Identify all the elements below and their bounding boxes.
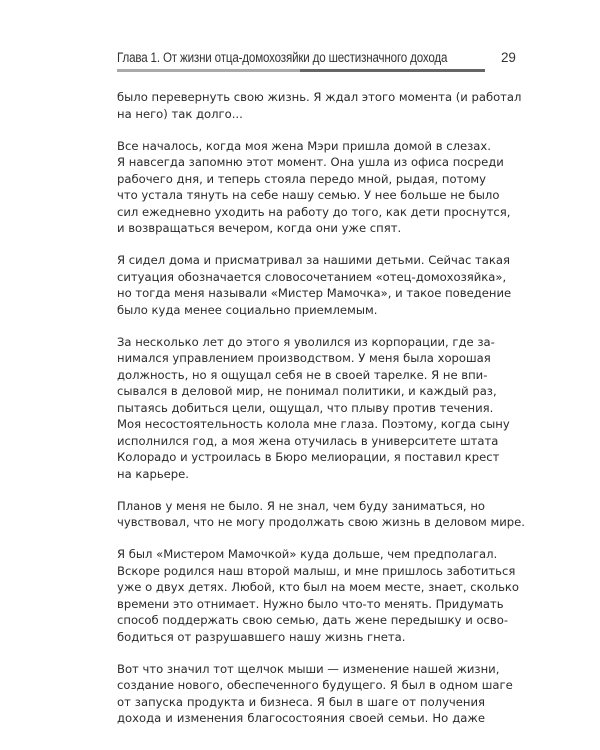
text-line: Вскоре родился наш второй малыш, и мне пришлось заботиться <box>117 563 516 578</box>
text-line: исполнился год, а моя жена отучилась в университете штата <box>117 433 499 448</box>
text-line: сил ежедневно уходить на работу до того, как дети проснутся, <box>117 204 511 219</box>
header-rule-light <box>117 69 300 72</box>
text-line: ситуация обозначается словосочетанием «отец-домохозяйка», <box>117 269 507 284</box>
text-line: способ поддержать свою семью, дать жене передышку и осво- <box>117 613 509 627</box>
text-line: рабочего дня, и теперь стояла передо мной, рыдая, потому <box>117 171 487 186</box>
text-line: было перевернуть свою жизнь. Я ждал этого момента (и работал <box>117 90 522 104</box>
text-line: Я навсегда запомню этот момент. Она ушла из офиса посреди <box>117 155 504 169</box>
chapter-title: Глава 1. От жизни отца-домохозяйки до шестизначного дохода <box>117 49 448 65</box>
page-number: 29 <box>501 49 516 65</box>
running-header <box>117 47 516 67</box>
text-line: создание нового, обеспеченного будущего. Я был в одном шаге <box>117 678 513 692</box>
text-line: Вот что значил тот щелчок мыши — изменение нашей жизни, <box>117 661 500 676</box>
text-line: дохода и изменения благосостояния своей семьи. Но даже <box>117 711 485 725</box>
header-rule-dark <box>300 69 485 72</box>
text-line: Колорадо и устроилась в Бюро мелиорации, я поставил крест <box>117 450 500 464</box>
text-line: бодиться от разрушавшего нашу жизнь гнета. <box>117 629 406 644</box>
text-line: от запуска продукта и бизнеса. Я был в шаге от получения <box>117 694 485 709</box>
text-line: Планов у меня не было. Я не знал, чем буду заниматься, но <box>117 498 485 513</box>
text-line: Все началось, когда моя жена Мэри пришла домой в слезах. <box>117 138 491 153</box>
text-line: на него) так долго... <box>117 106 243 121</box>
text-line: должность, но я ощущал себя не в своей тарелке. Я не впи- <box>117 367 488 382</box>
text-line: чувствовал, что не могу продолжать свою жизнь в деловом мире. <box>117 515 525 529</box>
text-line: Я был «Мистером Мамочкой» куда дольше, чем предполагал. <box>117 547 498 561</box>
paragraph <box>117 498 525 531</box>
body-text <box>117 89 525 742</box>
text-line: Я сидел дома и присматривал за нашими детьми. Сейчас такая <box>117 253 510 267</box>
text-line: сывался в деловой мир, не понимал политики, и каждый раз, <box>117 384 497 398</box>
text-line: За несколько лет до этого я уволился из корпорации, где за- <box>117 334 495 349</box>
text-line: было куда менее социально приемлемым. <box>117 302 378 317</box>
text-line: и возвращаться вечером, когда они уже спят. <box>117 221 402 235</box>
text-line: Моя несостоятельность колола мне глаза. Поэтому, когда сыну <box>117 417 510 431</box>
paragraph <box>117 334 510 483</box>
text-line: времени это отнимает. Нужно было что-то менять. Придумать <box>117 596 504 611</box>
text-line: что устала тянуть на себе нашу семью. У нее больше не было <box>117 188 500 202</box>
text-line: пытаясь добиться цели, ощущал, что плыву против течения. <box>117 400 494 415</box>
paragraph <box>117 252 512 318</box>
text-line: уже о двух детях. Любой, кто был на моем месте, знает, сколько <box>117 580 520 594</box>
text-line: но тогда меня называли «Мистер Мамочка», и такое поведение <box>117 286 512 300</box>
paragraph <box>117 546 520 645</box>
text-line: нимался управлением производством. У меня была хорошая <box>117 351 491 365</box>
paragraph <box>117 89 522 122</box>
text-line: на карьере. <box>117 466 189 481</box>
paragraph <box>117 661 513 727</box>
paragraph <box>117 138 511 237</box>
